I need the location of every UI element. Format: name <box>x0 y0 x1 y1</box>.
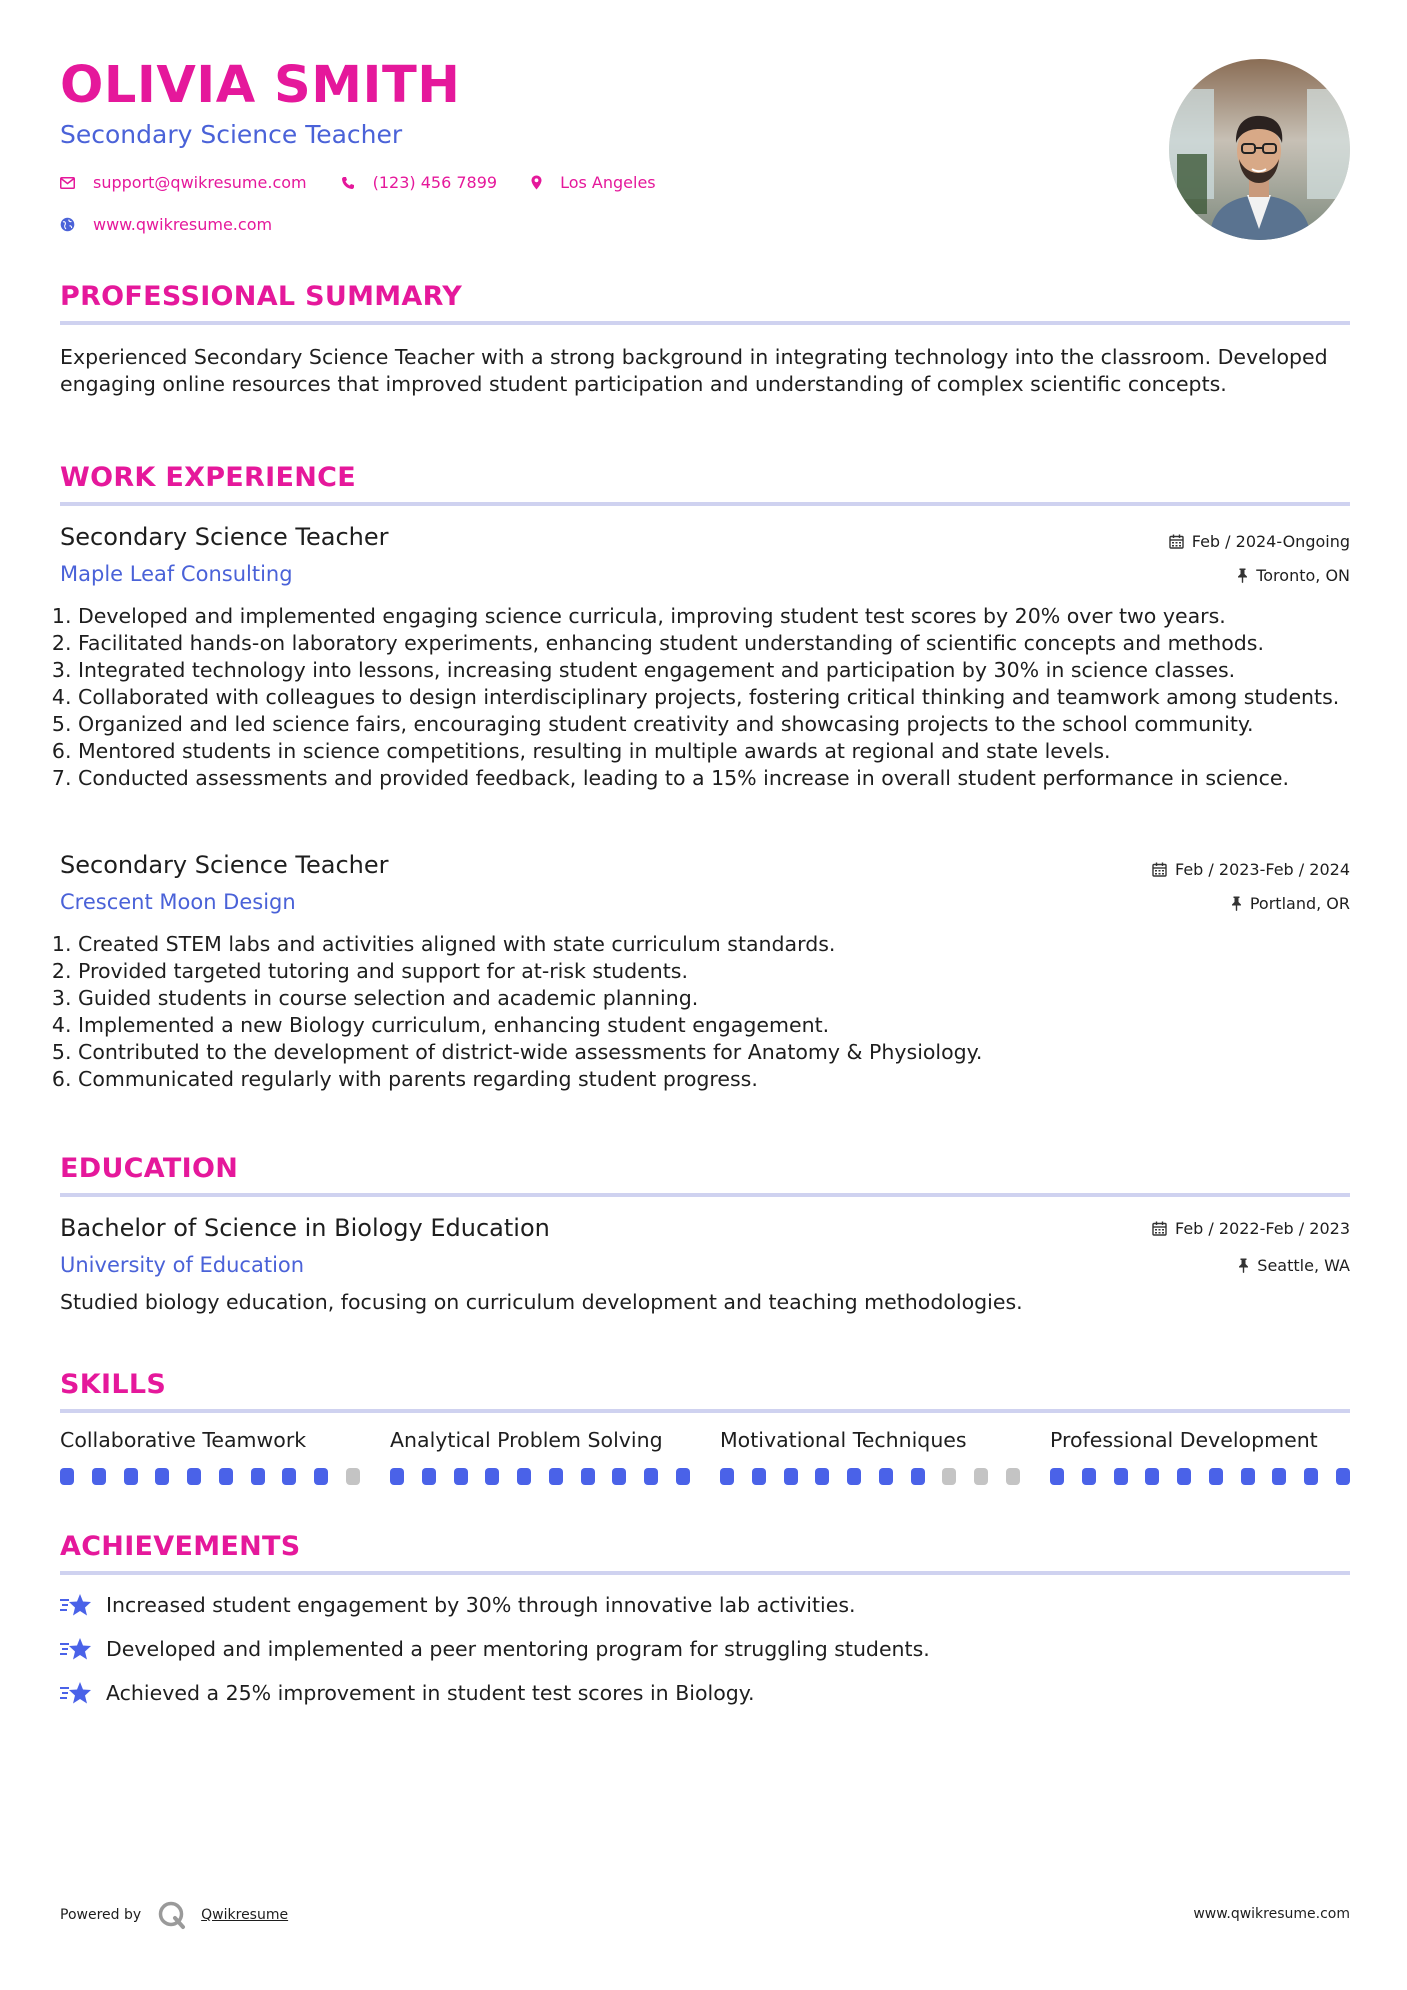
job-2-company: Crescent Moon Design <box>60 890 296 914</box>
job-2-dates <box>1152 860 1350 879</box>
pushpin-icon <box>1238 1258 1249 1273</box>
job-2-bullets <box>60 931 1350 1093</box>
skill-dot-filled <box>1082 1468 1096 1485</box>
skills-heading: SKILLS <box>60 1369 167 1400</box>
skills-grid <box>60 1428 1350 1485</box>
phone-icon <box>341 176 355 190</box>
skill-dot-filled <box>1241 1468 1255 1485</box>
skills-divider <box>60 1409 1350 1413</box>
list-item: 1. Developed and implemented engaging science curricula, improving student test scores by 20% over two years. <box>78 603 1350 630</box>
skill-dot-filled <box>1050 1468 1064 1485</box>
skill-dot-filled <box>1209 1468 1223 1485</box>
skill-item <box>720 1428 1020 1485</box>
skill-dot-empty <box>942 1468 956 1485</box>
qwikresume-logo-icon <box>157 1900 187 1930</box>
skill-dot-filled <box>1114 1468 1128 1485</box>
list-item: 6. Communicated regularly with parents regarding student progress. <box>78 1066 1350 1093</box>
education-location-text: Seattle, WA <box>1257 1256 1350 1275</box>
job-1-company: Maple Leaf Consulting <box>60 562 293 586</box>
list-item: 3. Integrated technology into lessons, increasing student engagement and participation by 30% in science classes. <box>78 657 1350 684</box>
footer-powered-by <box>60 1900 288 1930</box>
powered-by-label: Powered by <box>60 1907 142 1923</box>
contact-location <box>531 173 656 192</box>
calendar-icon <box>1152 862 1167 877</box>
education-degree: Bachelor of Science in Biology Education <box>60 1214 550 1242</box>
contact-row-2 <box>60 215 306 234</box>
skill-dot-filled <box>1177 1468 1191 1485</box>
email-text: support@qwikresume.com <box>93 173 307 192</box>
experience-heading: WORK EXPERIENCE <box>60 462 356 493</box>
job-1-dates-text: Feb / 2024-Ongoing <box>1191 532 1350 551</box>
skill-dot-filled <box>752 1468 766 1485</box>
job-1-dates <box>1169 532 1350 551</box>
skill-dot-filled <box>784 1468 798 1485</box>
job-1-location <box>1237 566 1350 585</box>
skill-dot-filled <box>1272 1468 1286 1485</box>
skill-dot-filled <box>219 1468 233 1485</box>
skill-rating <box>390 1468 690 1485</box>
skill-dot-filled <box>282 1468 296 1485</box>
achievement-text: Achieved a 25% improvement in student test scores in Biology. <box>106 1681 755 1705</box>
location-text: Los Angeles <box>560 173 656 192</box>
skill-dot-filled <box>60 1468 74 1485</box>
achievements-divider <box>60 1571 1350 1575</box>
education-school: University of Education <box>60 1253 305 1277</box>
job-1-location-text: Toronto, ON <box>1256 566 1350 585</box>
education-dates <box>1152 1219 1350 1238</box>
list-item: 2. Provided targeted tutoring and support for at-risk students. <box>78 958 1350 985</box>
contact-email[interactable] <box>60 173 307 192</box>
star-icon <box>60 1680 92 1706</box>
experience-divider <box>60 502 1350 506</box>
email-icon <box>60 177 75 189</box>
contact-website[interactable] <box>60 215 272 234</box>
education-dates-text: Feb / 2022-Feb / 2023 <box>1175 1219 1350 1238</box>
calendar-icon <box>1169 534 1184 549</box>
footer-website[interactable]: www.qwikresume.com <box>1193 1906 1350 1922</box>
achievement-item <box>60 1592 856 1618</box>
calendar-icon <box>1152 1221 1167 1236</box>
job-2-dates-text: Feb / 2023-Feb / 2024 <box>1175 860 1350 879</box>
skill-dot-filled <box>454 1468 468 1485</box>
skill-rating <box>1050 1468 1350 1485</box>
skill-dot-empty <box>1006 1468 1020 1485</box>
job-2-location-text: Portland, OR <box>1249 894 1350 913</box>
phone-text: (123) 456 7899 <box>372 173 498 192</box>
list-item: 6. Mentored students in science competitions, resulting in multiple awards at regional and state levels. <box>78 738 1350 765</box>
skill-dot-filled <box>815 1468 829 1485</box>
candidate-role: Secondary Science Teacher <box>60 120 403 149</box>
skill-dot-filled <box>1304 1468 1318 1485</box>
list-item: 5. Organized and led science fairs, encouraging student creativity and showcasing projects to the school community. <box>78 711 1350 738</box>
education-description: Studied biology education, focusing on curriculum development and teaching methodologies. <box>60 1290 1023 1314</box>
skill-rating <box>60 1468 360 1485</box>
job-2-title: Secondary Science Teacher <box>60 851 389 879</box>
skill-item <box>1050 1428 1350 1485</box>
list-item: 5. Contributed to the development of district-wide assessments for Anatomy & Physiology. <box>78 1039 1350 1066</box>
skill-dot-filled <box>124 1468 138 1485</box>
skill-dot-filled <box>92 1468 106 1485</box>
list-item: 2. Facilitated hands-on laboratory experiments, enhancing student understanding of scientific concepts and methods. <box>78 630 1350 657</box>
skill-dot-filled <box>187 1468 201 1485</box>
skill-dot-filled <box>251 1468 265 1485</box>
skill-dot-empty <box>346 1468 360 1485</box>
education-divider <box>60 1193 1350 1197</box>
education-heading: EDUCATION <box>60 1153 239 1184</box>
skill-dot-filled <box>1336 1468 1350 1485</box>
skill-dot-filled <box>1145 1468 1159 1485</box>
skill-name: Analytical Problem Solving <box>390 1428 663 1452</box>
job-2-location <box>1231 894 1350 913</box>
skill-name: Professional Development <box>1050 1428 1318 1452</box>
skill-dot-filled <box>676 1468 690 1485</box>
skill-dot-filled <box>612 1468 626 1485</box>
skill-dot-filled <box>879 1468 893 1485</box>
achievement-item <box>60 1680 754 1706</box>
skill-dot-filled <box>485 1468 499 1485</box>
achievement-item <box>60 1636 930 1662</box>
pushpin-icon <box>1237 568 1248 583</box>
job-1-bullets <box>60 603 1350 792</box>
skill-dot-filled <box>390 1468 404 1485</box>
list-item: 4. Implemented a new Biology curriculum, enhancing student engagement. <box>78 1012 1350 1039</box>
achievement-text: Increased student engagement by 30% through innovative lab activities. <box>106 1593 856 1617</box>
qwikresume-link[interactable]: Qwikresume <box>201 1907 289 1923</box>
contact-phone[interactable] <box>341 173 497 192</box>
skill-dot-filled <box>314 1468 328 1485</box>
skill-dot-filled <box>720 1468 734 1485</box>
skill-dot-filled <box>644 1468 658 1485</box>
location-pin-icon <box>531 175 542 190</box>
summary-text: Experienced Secondary Science Teacher with a strong background in integrating technology into the classroom. Developed engaging online resources that improved student participation and understanding of complex scientific concepts. <box>60 345 1328 396</box>
pushpin-icon <box>1231 896 1242 911</box>
resume-page <box>60 0 1350 1990</box>
skill-name: Collaborative Teamwork <box>60 1428 307 1452</box>
star-icon <box>60 1636 92 1662</box>
list-item: 7. Conducted assessments and provided feedback, leading to a 15% increase in overall student performance in science. <box>78 765 1350 792</box>
skill-item <box>60 1428 360 1485</box>
profile-photo <box>1169 59 1350 240</box>
achievement-text: Developed and implemented a peer mentoring program for struggling students. <box>106 1637 930 1661</box>
contact-row <box>60 173 690 192</box>
skill-name: Motivational Techniques <box>720 1428 967 1452</box>
summary-divider <box>60 321 1350 325</box>
website-text: www.qwikresume.com <box>93 215 273 234</box>
candidate-name: OLIVIA SMITH <box>60 56 461 115</box>
skill-dot-filled <box>517 1468 531 1485</box>
list-item: 3. Guided students in course selection and academic planning. <box>78 985 1350 1012</box>
job-1-title: Secondary Science Teacher <box>60 523 389 551</box>
achievements-heading: ACHIEVEMENTS <box>60 1531 301 1562</box>
skill-dot-filled <box>581 1468 595 1485</box>
skill-dot-filled <box>911 1468 925 1485</box>
summary-heading: PROFESSIONAL SUMMARY <box>60 281 463 312</box>
education-location <box>1238 1256 1350 1275</box>
skill-dot-filled <box>422 1468 436 1485</box>
skill-item <box>390 1428 690 1485</box>
skill-rating <box>720 1468 1020 1485</box>
skill-dot-filled <box>155 1468 169 1485</box>
star-icon <box>60 1592 92 1618</box>
skill-dot-filled <box>549 1468 563 1485</box>
list-item: 1. Created STEM labs and activities aligned with state curriculum standards. <box>78 931 1350 958</box>
list-item: 4. Collaborated with colleagues to design interdisciplinary projects, fostering critical thinking and teamwork among students. <box>78 684 1350 711</box>
globe-icon <box>60 217 75 232</box>
skill-dot-filled <box>847 1468 861 1485</box>
skill-dot-empty <box>974 1468 988 1485</box>
